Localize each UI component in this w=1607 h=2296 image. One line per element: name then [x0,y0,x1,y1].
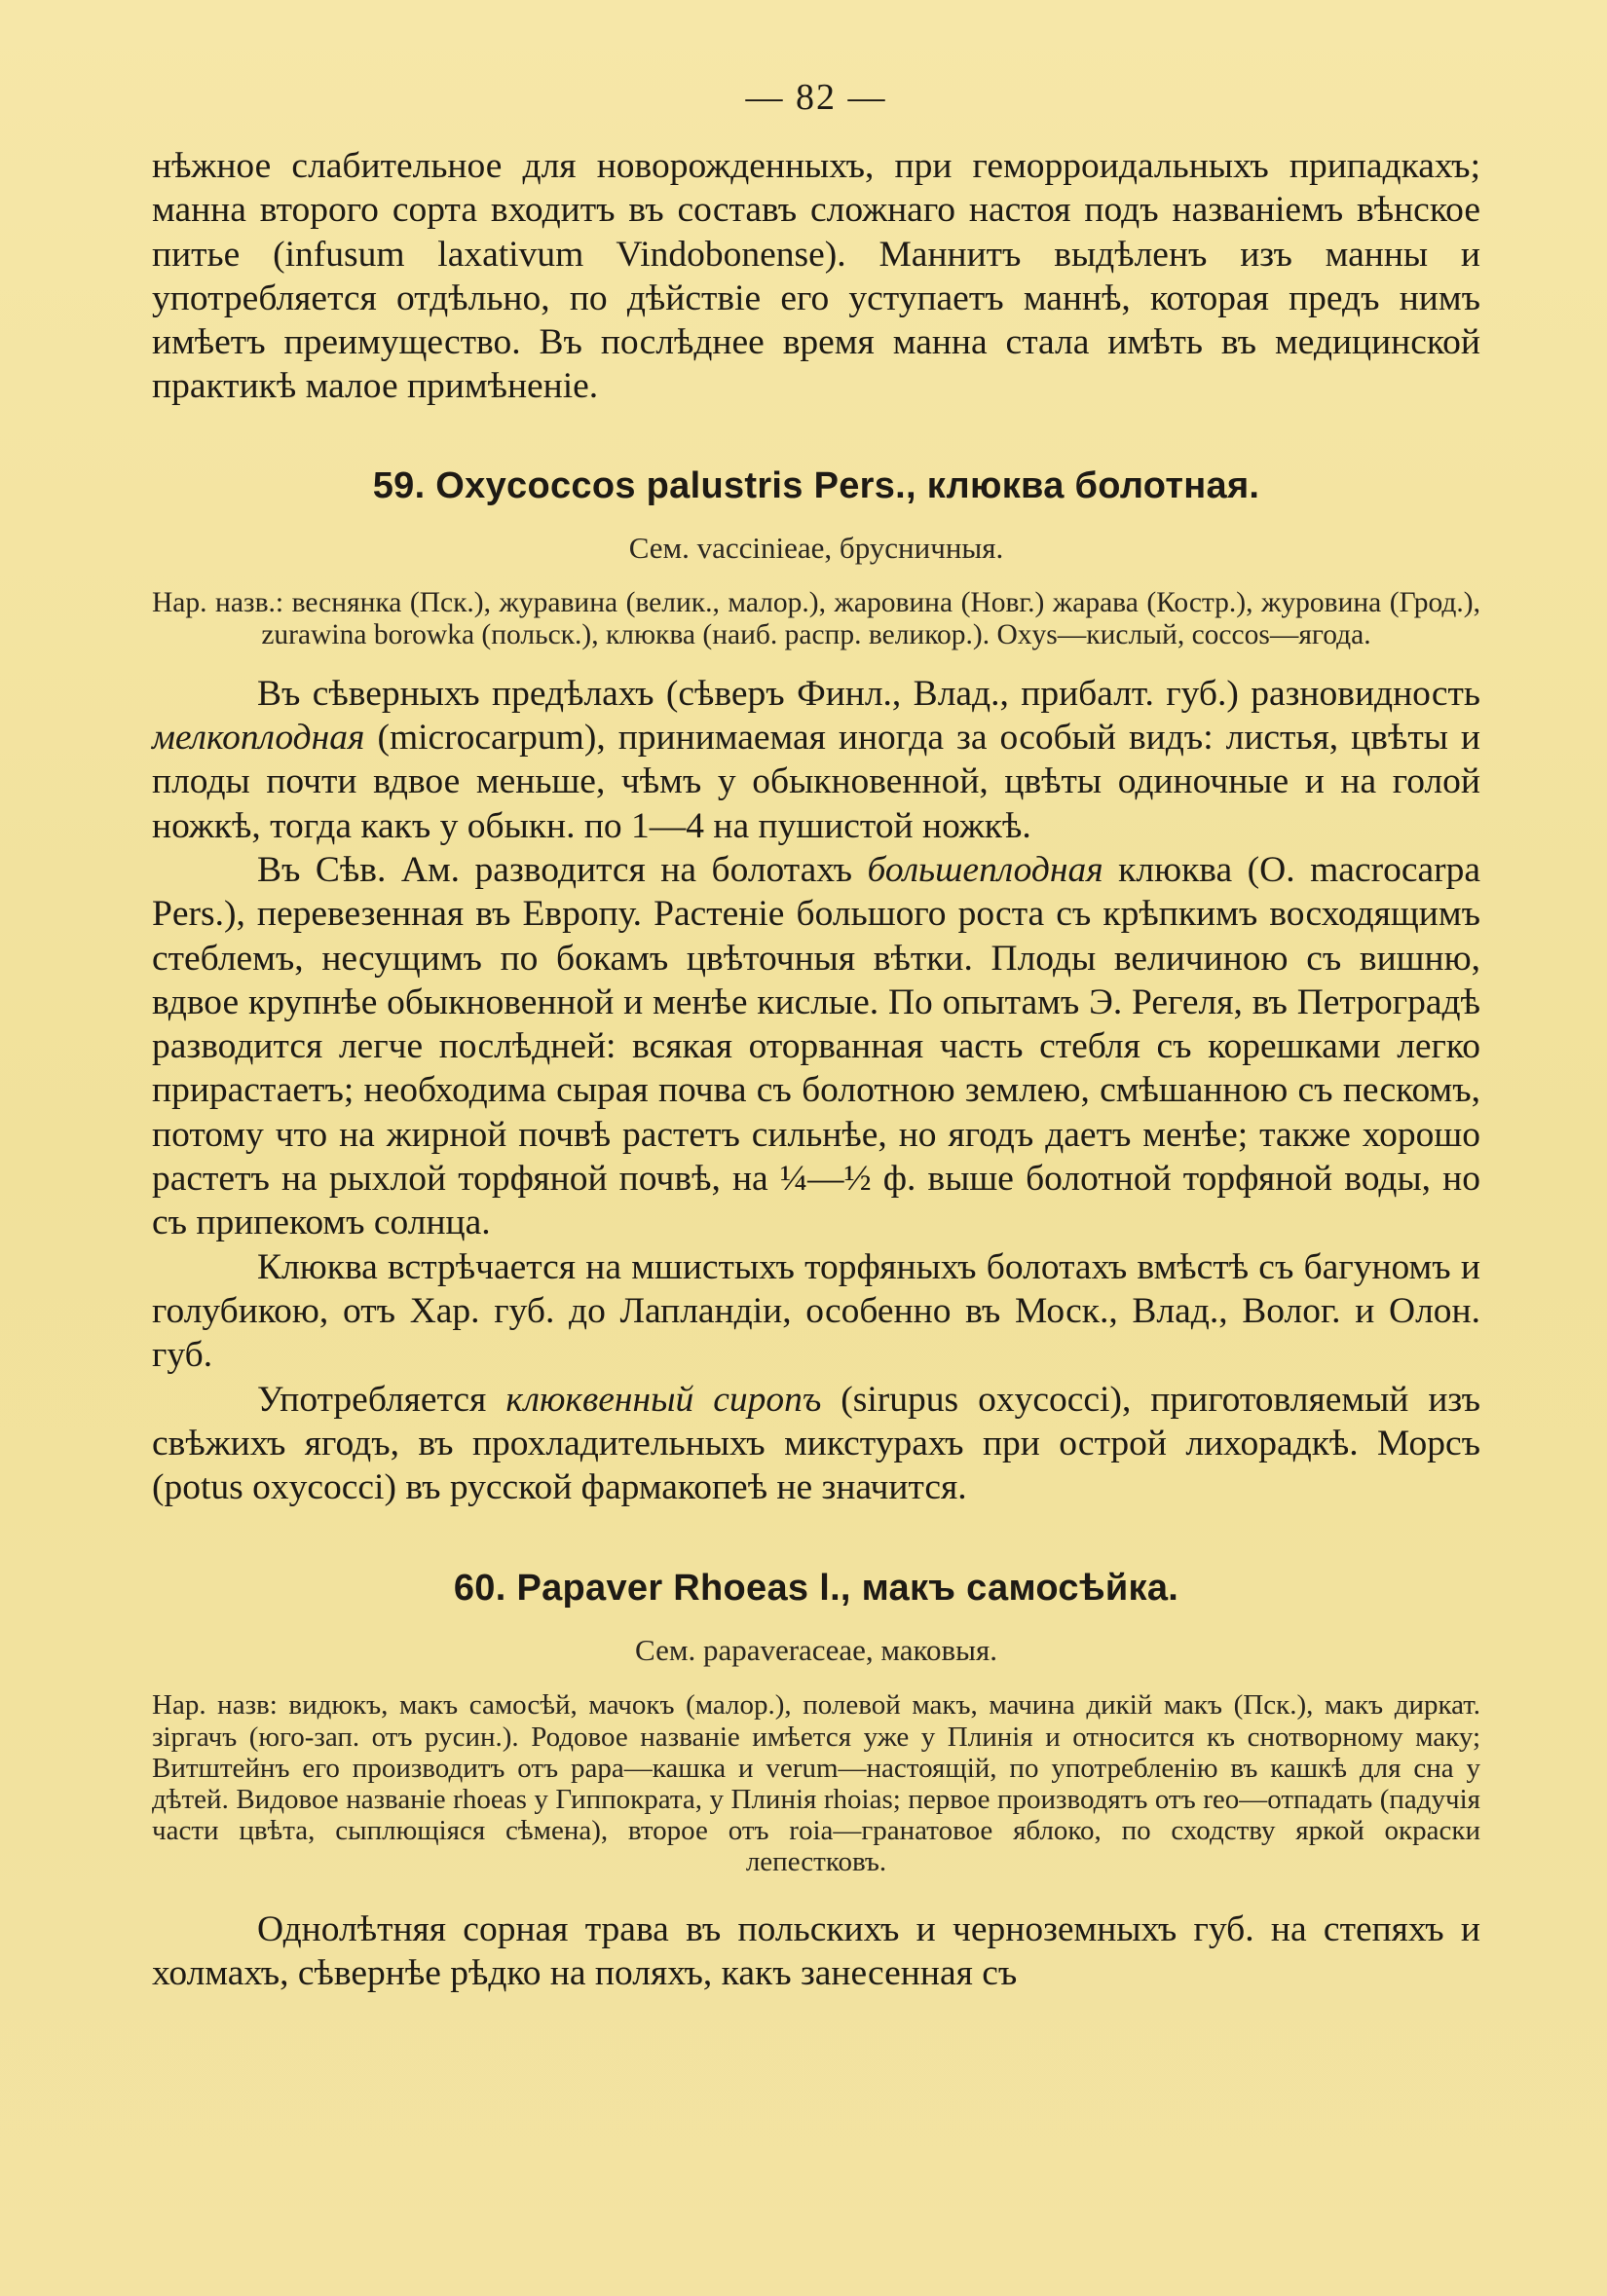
section-59-paragraph-4 [152,1378,1480,1510]
top-paragraph: нѣжное слабительное для новорожденныхъ, при геморроидальныхъ припадкахъ; манна второго сорта входитъ въ составъ сложнаго настоя подъ названіемъ вѣнское питье (infusum laxativum Vindobonense). Маннитъ выдѣленъ изъ манны и употребляется отдѣльно, по дѣйствіе его уступаетъ маннѣ, которая предъ нимъ имѣетъ преимущество. Въ послѣднее время манна стала имѣть въ медицинской практикѣ малое примѣненіе. [152,146,1480,407]
p4-italic: клюквенный сиропъ [505,1379,822,1420]
page-number: — 82 — [745,77,887,118]
section-60-heading: 60. Papaver Rhoeas l., макъ самосѣйка. [453,1568,1179,1610]
p1-text-a: Въ сѣверныхъ предѣлахъ (сѣверъ Финл., Влад., прибалт. губ.) разновидность [257,673,1480,714]
section-59-heading: 59. Oxycoccos palustris Pers., клюква болотная. [372,464,1260,506]
section-59-paragraph-3: Клюква встрѣчается на мшистыхъ торфяныхъ болотахъ вмѣстѣ съ багуномъ и голубикою, отъ Хар. губ. до Лапландіи, особенно въ Моск., Влад., Волог. и Олон. губ. [152,1246,1480,1376]
section-59-folk-names: Нар. назв.: веснянка (Пск.), журавина (велик., малор.), жаровина (Новг.) жарава (Костр.), журовина (Грод.), zurawina borowka (польск.), клюква (наиб. распр. великор.). Oxys—кислый, coccos—ягода. [152,586,1480,651]
section-59-paragraph-2 [152,848,1480,1245]
p2-text-b: клюква (O. macrocarpa Pers.), перевезенная въ Европу. Растеніе большого роста съ крѣпкимъ восходящимъ стеблемъ, несущимъ по бокамъ цвѣточныя вѣтки. Плоды величиною съ вишню, вдвое крупнѣе обыкновенной и менѣе кислые. По опытамъ Э. Регеля, въ Петроградѣ разводится легче послѣдней: всякая оторванная часть стебля съ корешками легко прирастаетъ; необходима сырая почва съ болотною землею, смѣшанною съ пескомъ, потому что на жирной почвѣ растетъ сильнѣе, но ягодъ даетъ менѣе; также хорошо растетъ на рыхлой торфяной почвѣ, на ¼—½ ф. выше болотной торфяной воды, но съ припекомъ солнца. [152,849,1480,1243]
p1-text-b: (microcarpum), принимаемая иногда за особый видъ: листья, цвѣты и плоды почти вдвое меньше, чѣмъ у обыкновенной, цвѣты одиночные и на голой ножкѣ, тогда какъ у обыкн. по 1—4 на пушистой ножкѣ. [152,718,1480,846]
p4-text-a: Употребляется [257,1379,506,1420]
p1-italic: мелкоплодная [152,718,365,759]
p2-text-a: Въ Сѣв. Ам. разводится на болотахъ [257,849,868,890]
section-59-family: Сем. vaccinieae, брусничныя. [628,530,1004,565]
section-60-folk-names: Нар. назв: видюкъ, макъ самосѣй, мачокъ (малор.), полевой макъ, мачина дикій макъ (Пск.), макъ диркат. зіргачъ (юго-зап. отъ русин.). Родовое названіе имѣется уже у Плинія и относится къ снотворному маку; Витштейнъ его производитъ отъ papa—кашка и verum—настоящій, по употребленію въ кашкѣ для сна у дѣтей. Видовое названіе rhoeas у Гиппократа, у Плинія rhoias; первое производятъ отъ reo—отпадать (падучія части цвѣта, сыплющіяся сѣмена), второе отъ roia—гранатовое яблоко, по сходству яркой окраски лепестковъ. [152,1689,1480,1878]
p4-text-b: (sirupus oxycocci), приготовляемый изъ свѣжихъ ягодъ, въ прохладительныхъ микстурахъ при острой лихорадкѣ. Морсъ (potus oxycocci) въ русской фармакопеѣ не значится. [152,1379,1480,1508]
section-60-family: Сем. papaveraceae, маковыя. [635,1633,997,1668]
section-59-paragraph-1 [152,672,1480,848]
p2-italic: большеплодная [867,849,1103,890]
section-60-paragraph-1: Однолѣтняя сорная трава въ польскихъ и черноземныхъ губ. на степяхъ и холмахъ, сѣвернѣе рѣдко на поляхъ, какъ занесенная съ [152,1908,1480,1993]
